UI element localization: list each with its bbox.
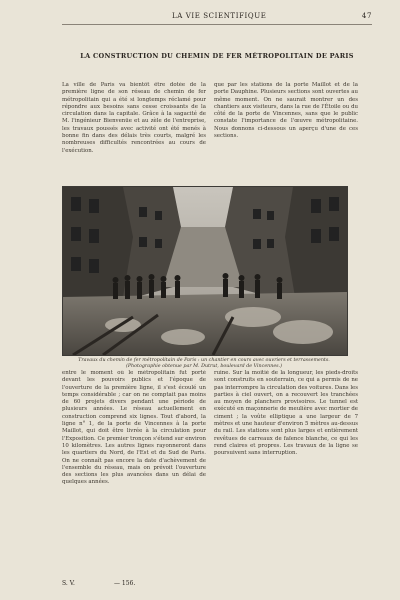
text-column-bottom-left: entre le moment où le métropolitain fut porté devant les pouvoirs publics et l'époque de l'ouverture de la première ligne, il s'est écoulé un temps considérable ; car on ne comptait pas moins de 60 projets divers pendant une période de plusieurs années. Le réseau actuellement en construction comprend six lignes. Tout d'abord, la ligne n° 1, de la porte de Vincennes à la porte Maillot, qui doit être livrée à la circulation pour l'Exposition. Ce premier tronçon s'étend sur environ 10 kilomètres. Les autres lignes rayonneront dans les quartiers du Nord, de l'Est et du Sud de Paris. On ne connaît pas encore la date d'achèvement de l'ensemble du réseau, mais on prévoit l'ouverture des sections les plus avancées dans un délai de quelques années. bbox=[62, 370, 206, 486]
article-title: LA CONSTRUCTION DU CHEMIN DE FER MÉTROPOLITAIN DE PARIS bbox=[80, 52, 354, 60]
footer-signature: S. V. bbox=[62, 580, 75, 587]
text-column-top-left: La ville de Paris va bientôt être dotée de la première ligne de son réseau de chemin de fer métropolitain qui a été si longtemps réclamé pour répondre aux besoins sans cesse croissants de la circulation dans la capitale. Grâce à la sagacité de M. l'ingénieur Bienvenüe et au zèle de l'entreprise, les travaux poussés avec activité ont été menés à bonne fin dans des délais très courts, malgré les nombreuses difficultés rencontrées au cours de l'exécution. bbox=[62, 82, 206, 154]
street-excavation-illustration bbox=[63, 187, 347, 355]
photo-caption: Travaux du chemin de fer métropolitain de Paris : un chantier en cours avec ouvriers et terrassements. (Photographie obtenue par M. Dutrut, boulevard de Vincennes.) bbox=[78, 358, 330, 369]
page-footer bbox=[62, 580, 372, 590]
text-column-bottom-right: ruine. Sur la moitié de la longueur, les pieds-droits sont construits en souterrain, ce qui a permis de ne pas interrompre la circulation des voitures. Dans les parties à ciel ouvert, on a recouvert les tranchées au moyen de planchers provisoires. Le tunnel est exécuté en maçonnerie de meulière avec mortier de ciment ; la voûte elliptique a une largeur de 7 mètres et une hauteur d'environ 5 mètres au-dessus du rail. Les stations sont plus larges et entièrement revêtues de carreaux de faïence blanche, ce qui les rend claires et propres. Les travaux de la ligne se poursuivent sans interruption. bbox=[214, 370, 358, 457]
running-title: LA VIE SCIENTIFIQUE bbox=[172, 12, 267, 20]
page-number: 47 bbox=[361, 12, 372, 20]
footer-sheet-number: — 156. bbox=[114, 580, 136, 587]
text-column-top-right: que par les stations de la porte Maillot et de la porte Dauphine. Plusieurs sections sont ouvertes au même moment. On ne saurait montrer un des chantiers aux visiteurs, dans la rue de l'Étoile ou du côté de la porte de Vincennes, sans que le public constate l'importance de l'œuvre métropolitaine. Nous donnons ci-dessous un aperçu d'une de ces sections. bbox=[214, 82, 358, 140]
construction-photograph bbox=[62, 186, 348, 356]
running-header bbox=[62, 10, 372, 25]
